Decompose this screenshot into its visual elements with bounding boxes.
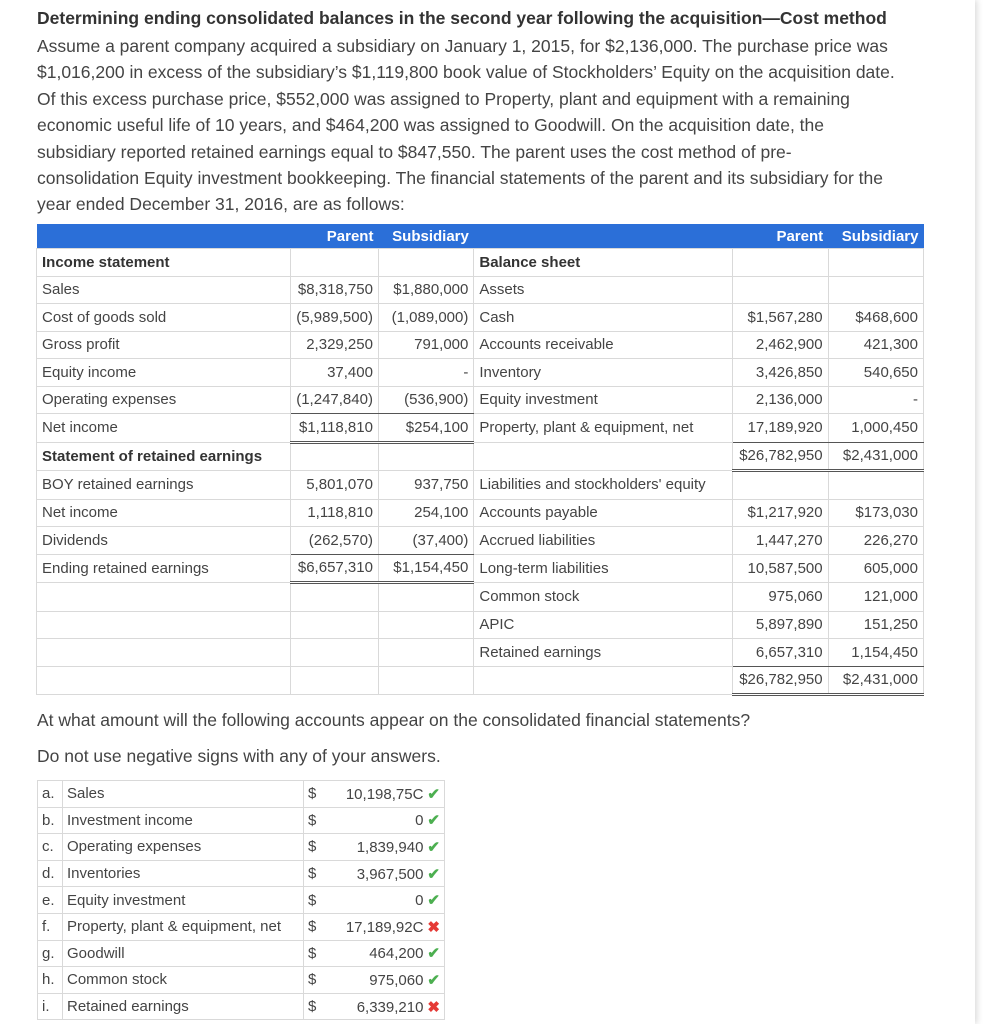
answer-input[interactable]	[324, 834, 445, 861]
answer-input[interactable]	[324, 807, 445, 834]
answer-value[interactable]: 0	[415, 812, 424, 830]
subsidiary-balance-value: 226,270	[828, 527, 923, 555]
subsidiary-balance-value: $2,431,000	[828, 666, 923, 695]
subsidiary-balance-value: 540,650	[828, 359, 923, 387]
currency-symbol: $	[304, 860, 325, 887]
check-icon: ✔	[427, 971, 440, 989]
table-row	[37, 331, 924, 359]
subsidiary-value: (37,400)	[378, 527, 473, 555]
problem-line: subsidiary reported retained earnings equal to $847,550. The parent uses the cost method of pre-	[37, 141, 792, 162]
answer-table	[37, 780, 445, 1020]
subsidiary-value	[378, 249, 473, 277]
statement-label	[37, 666, 291, 695]
subsidiary-value	[378, 583, 473, 612]
statement-label: Statement of retained earnings	[37, 442, 291, 471]
parent-balance-value: 10,587,500	[732, 554, 828, 583]
parent-value: $8,318,750	[291, 276, 379, 304]
instruction-note: Do not use negative signs with any of your answers.	[37, 746, 441, 766]
statement-label	[37, 583, 291, 612]
parent-balance-value: $26,782,950	[732, 666, 828, 695]
problem-line: Of this excess purchase price, $552,000 was assigned to Property, plant and equipment with a remaining	[37, 88, 850, 109]
header-subsidiary: Subsidiary	[378, 224, 473, 249]
subsidiary-balance-value: 421,300	[828, 331, 923, 359]
parent-balance-value: 975,060	[732, 583, 828, 612]
answer-value[interactable]: 17,189,92C	[345, 918, 424, 936]
table-row	[37, 527, 924, 555]
answer-input[interactable]	[324, 913, 445, 940]
statement-label: Income statement	[37, 249, 291, 277]
balance-sheet-label: Assets	[474, 276, 732, 304]
subsidiary-value: (1,089,000)	[378, 304, 473, 332]
balance-sheet-label: Long-term liabilities	[474, 554, 732, 583]
answer-row	[38, 860, 445, 887]
balance-sheet-label: Liabilities and stockholders' equity	[474, 471, 732, 500]
answer-label: Operating expenses	[63, 834, 304, 861]
answer-letter: e.	[38, 887, 63, 914]
subsidiary-balance-value: 1,154,450	[828, 639, 923, 667]
table-row	[37, 249, 924, 277]
problem-title: Determining ending consolidated balances in the second year following the acquisition—Cost method	[37, 8, 887, 28]
subsidiary-value	[378, 639, 473, 667]
answer-letter: i.	[38, 993, 63, 1020]
answer-row	[38, 967, 445, 994]
answer-row	[38, 940, 445, 967]
subsidiary-balance-value: 151,250	[828, 611, 923, 639]
currency-symbol: $	[304, 993, 325, 1020]
currency-symbol: $	[304, 781, 325, 808]
balance-sheet-label: Common stock	[474, 583, 732, 612]
statement-label	[37, 611, 291, 639]
subsidiary-value: $1,154,450	[378, 554, 473, 583]
table-row	[37, 359, 924, 387]
table-row	[37, 414, 924, 443]
currency-symbol: $	[304, 967, 325, 994]
subsidiary-value	[378, 666, 473, 695]
balance-sheet-label: Property, plant & equipment, net	[474, 414, 732, 443]
statement-label: Gross profit	[37, 331, 291, 359]
subsidiary-balance-value: 1,000,450	[828, 414, 923, 443]
subsidiary-balance-value	[828, 276, 923, 304]
table-row	[37, 499, 924, 527]
balance-sheet-label: APIC	[474, 611, 732, 639]
answer-label: Goodwill	[63, 940, 304, 967]
answer-letter: g.	[38, 940, 63, 967]
subsidiary-value: (536,900)	[378, 386, 473, 414]
statement-label: BOY retained earnings	[37, 471, 291, 500]
table-row	[37, 666, 924, 695]
answer-value[interactable]: 1,839,940	[356, 838, 424, 856]
parent-value: 1,118,810	[291, 499, 379, 527]
parent-balance-value: 1,447,270	[732, 527, 828, 555]
parent-value: 2,329,250	[291, 331, 379, 359]
answer-value[interactable]: 10,198,75C	[345, 785, 424, 803]
currency-symbol: $	[304, 834, 325, 861]
answer-value[interactable]: 3,967,500	[356, 865, 424, 883]
currency-symbol: $	[304, 913, 325, 940]
problem-text	[37, 33, 967, 218]
subsidiary-balance-value: $2,431,000	[828, 442, 923, 471]
answer-input[interactable]	[324, 781, 445, 808]
parent-value	[291, 583, 379, 612]
parent-balance-value: 6,657,310	[732, 639, 828, 667]
answer-row	[38, 834, 445, 861]
statement-label: Equity income	[37, 359, 291, 387]
parent-value: (1,247,840)	[291, 386, 379, 414]
parent-value	[291, 611, 379, 639]
answer-label: Property, plant & equipment, net	[63, 913, 304, 940]
table-row	[37, 554, 924, 583]
check-icon: ✔	[427, 838, 440, 856]
answer-input[interactable]	[324, 967, 445, 994]
statement-label: Net income	[37, 414, 291, 443]
parent-balance-value: 5,897,890	[732, 611, 828, 639]
statement-label: Dividends	[37, 527, 291, 555]
subsidiary-balance-value	[828, 471, 923, 500]
subsidiary-value: $254,100	[378, 414, 473, 443]
statement-label: Ending retained earnings	[37, 554, 291, 583]
balance-sheet-label: Accounts receivable	[474, 331, 732, 359]
balance-sheet-label: Retained earnings	[474, 639, 732, 667]
table-row	[37, 304, 924, 332]
parent-value	[291, 639, 379, 667]
statement-label: Net income	[37, 499, 291, 527]
parent-balance-value: $26,782,950	[732, 442, 828, 471]
balance-sheet-label: Cash	[474, 304, 732, 332]
table-row	[37, 583, 924, 612]
subsidiary-value	[378, 611, 473, 639]
currency-symbol: $	[304, 807, 325, 834]
parent-value	[291, 666, 379, 695]
parent-balance-value	[732, 471, 828, 500]
parent-balance-value: $1,567,280	[732, 304, 828, 332]
check-icon: ✔	[427, 812, 440, 830]
question-text: At what amount will the following accounts appear on the consolidated financial statements?	[37, 710, 751, 730]
balance-sheet-label: Inventory	[474, 359, 732, 387]
answer-input[interactable]	[324, 993, 445, 1020]
parent-balance-value: 2,462,900	[732, 331, 828, 359]
statement-label: Sales	[37, 276, 291, 304]
subsidiary-balance-value: 605,000	[828, 554, 923, 583]
answer-input[interactable]	[324, 860, 445, 887]
answer-row	[38, 887, 445, 914]
table-header-row	[37, 224, 924, 249]
parent-balance-value: 17,189,920	[732, 414, 828, 443]
table-row	[37, 442, 924, 471]
answer-input[interactable]	[324, 887, 445, 914]
problem-line: $1,016,200 in excess of the subsidiary’s $1,119,800 book value of Stockholders’ Equity on the acquisition date.	[37, 62, 895, 83]
subsidiary-balance-value: 121,000	[828, 583, 923, 612]
cross-icon: ✖	[427, 998, 440, 1016]
subsidiary-value: $1,880,000	[378, 276, 473, 304]
subsidiary-value: 791,000	[378, 331, 473, 359]
answer-letter: a.	[38, 781, 63, 808]
check-icon: ✔	[427, 945, 440, 963]
parent-value: 37,400	[291, 359, 379, 387]
answer-value[interactable]: 975,060	[369, 971, 424, 989]
parent-value: $6,657,310	[291, 554, 379, 583]
subsidiary-balance-value: $173,030	[828, 499, 923, 527]
answer-label: Retained earnings	[63, 993, 304, 1020]
parent-value: (5,989,500)	[291, 304, 379, 332]
parent-balance-value	[732, 249, 828, 277]
currency-symbol: $	[304, 940, 325, 967]
balance-sheet-label: Accounts payable	[474, 499, 732, 527]
parent-value	[291, 442, 379, 471]
parent-balance-value: 3,426,850	[732, 359, 828, 387]
answer-letter: d.	[38, 860, 63, 887]
parent-balance-value	[732, 276, 828, 304]
subsidiary-value	[378, 442, 473, 471]
table-row	[37, 639, 924, 667]
financial-statements-table	[36, 224, 924, 689]
answer-letter: f.	[38, 913, 63, 940]
table-row	[37, 386, 924, 414]
answer-value[interactable]: 6,339,210	[356, 998, 424, 1016]
balance-sheet-label: Accrued liabilities	[474, 527, 732, 555]
header-parent: Parent	[732, 224, 828, 249]
answer-value[interactable]: 0	[415, 892, 424, 910]
answer-value[interactable]: 464,200	[369, 945, 424, 963]
answer-letter: h.	[38, 967, 63, 994]
parent-value: (262,570)	[291, 527, 379, 555]
balance-sheet-label	[474, 442, 732, 471]
statement-label	[37, 639, 291, 667]
problem-line: year ended December 31, 2016, are as follows:	[37, 194, 405, 215]
answer-label: Common stock	[63, 967, 304, 994]
balance-sheet-label	[474, 666, 732, 695]
table-row	[37, 276, 924, 304]
balance-sheet-label: Balance sheet	[474, 249, 732, 277]
problem-line: economic useful life of 10 years, and $464,200 was assigned to Goodwill. On the acquisition date, the	[37, 115, 825, 136]
currency-symbol: $	[304, 887, 325, 914]
problem-line: consolidation Equity investment bookkeeping. The financial statements of the parent and its subsidiary for the	[37, 168, 884, 189]
table-row	[37, 471, 924, 500]
check-icon: ✔	[427, 892, 440, 910]
header-parent: Parent	[291, 224, 379, 249]
answer-input[interactable]	[324, 940, 445, 967]
answer-letter: b.	[38, 807, 63, 834]
answer-label: Sales	[63, 781, 304, 808]
answer-letter: c.	[38, 834, 63, 861]
subsidiary-balance-value	[828, 249, 923, 277]
subsidiary-value: -	[378, 359, 473, 387]
parent-balance-value: $1,217,920	[732, 499, 828, 527]
subsidiary-balance-value: $468,600	[828, 304, 923, 332]
parent-balance-value: 2,136,000	[732, 386, 828, 414]
subsidiary-balance-value: -	[828, 386, 923, 414]
answer-row	[38, 781, 445, 808]
balance-sheet-label: Equity investment	[474, 386, 732, 414]
answer-row	[38, 913, 445, 940]
parent-value	[291, 249, 379, 277]
statement-label: Cost of goods sold	[37, 304, 291, 332]
check-icon: ✔	[427, 785, 440, 803]
header-subsidiary: Subsidiary	[828, 224, 923, 249]
answer-row	[38, 993, 445, 1020]
answer-label: Investment income	[63, 807, 304, 834]
subsidiary-value: 937,750	[378, 471, 473, 500]
parent-value: 5,801,070	[291, 471, 379, 500]
statement-label: Operating expenses	[37, 386, 291, 414]
answer-label: Inventories	[63, 860, 304, 887]
parent-value: $1,118,810	[291, 414, 379, 443]
subsidiary-value: 254,100	[378, 499, 473, 527]
answer-row	[38, 807, 445, 834]
cross-icon: ✖	[427, 918, 440, 936]
answer-label: Equity investment	[63, 887, 304, 914]
table-row	[37, 611, 924, 639]
problem-line: Assume a parent company acquired a subsidiary on January 1, 2015, for $2,136,000. The purchase price was	[37, 36, 888, 56]
check-icon: ✔	[427, 865, 440, 883]
